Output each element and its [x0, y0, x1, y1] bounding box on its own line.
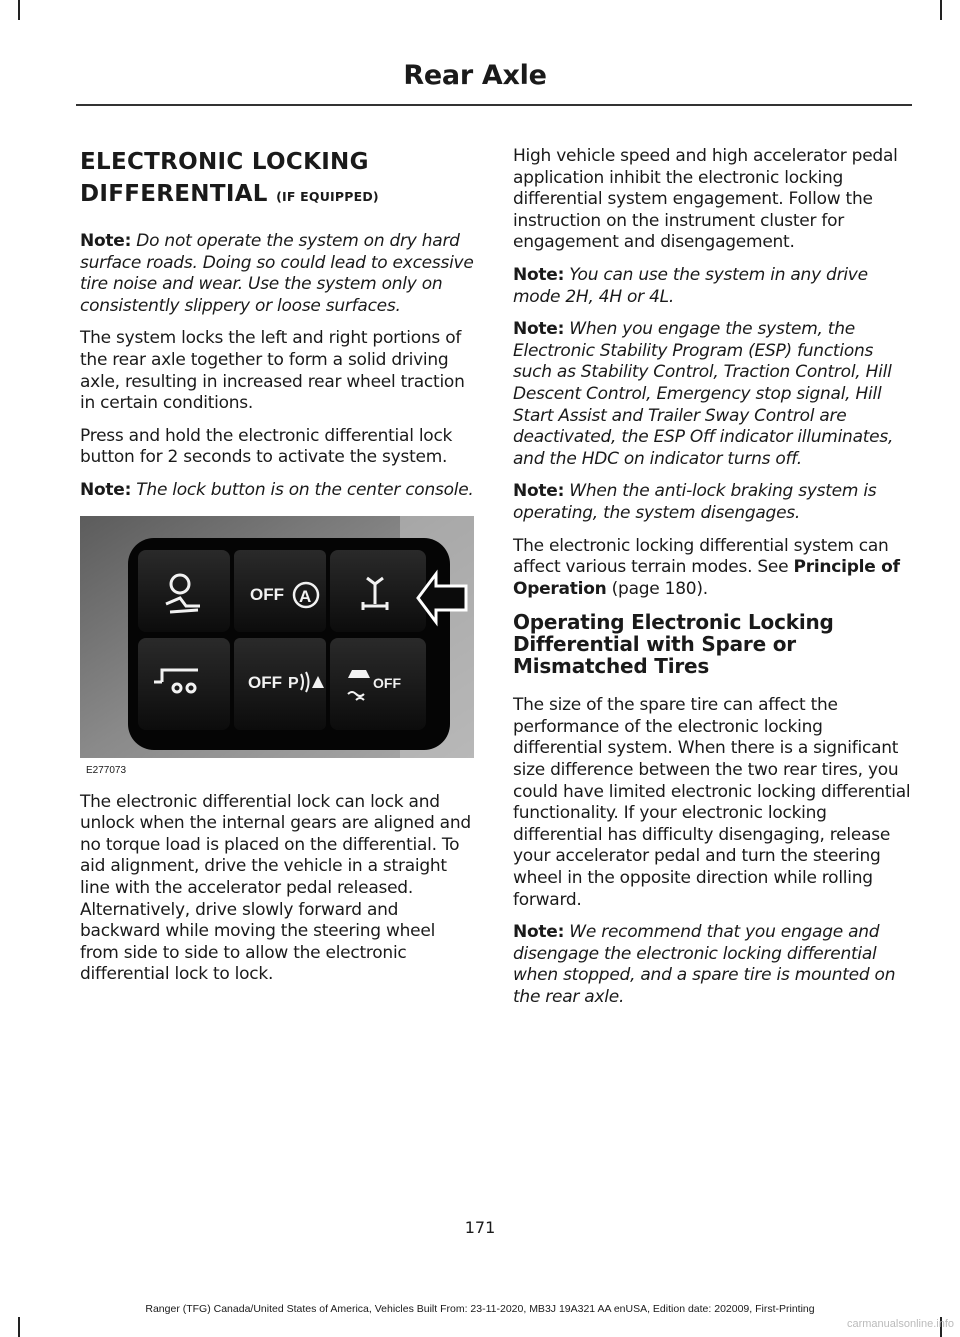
principle-of-operation-link[interactable]: Principle of Operation: [513, 557, 900, 599]
section-heading-equipped: (IF EQUIPPED): [276, 189, 379, 204]
note-label: Note:: [80, 479, 132, 500]
svg-text:P: P: [288, 674, 299, 692]
note-dry-roads: [80, 231, 478, 317]
note-label: Note:: [80, 231, 132, 251]
paragraph-system-locks: The system locks the left and right portions of the rear axle together to form a solid driving axle, resulting in increased rear wheel traction in certain conditions.: [80, 328, 465, 414]
note-label: Note:: [513, 319, 565, 340]
off-label: OFF: [250, 584, 284, 604]
paragraph-alignment: The electronic differential lock can lock and unlock when the internal gears are aligned and no torque load is placed on the differential. To aid alignment, drive the vehicle in a straight line with the accelerator pedal released. Alternatively, drive slowly forward and backward while moving the steering wheel from side to side to allow the electronic differential lock to lock.: [80, 791, 471, 985]
center-console-illustration: [80, 516, 474, 778]
center-console-figure: [80, 516, 474, 778]
watermark: carmanualsonline.info: [846, 1318, 954, 1330]
header-divider: [76, 104, 912, 106]
page-reference: (page 180).: [611, 578, 708, 599]
svg-text:A: A: [299, 586, 312, 606]
subsection-heading: Operating Electronic Locking Differential with Spare or Mismatched Tires: [513, 610, 834, 679]
note-text: When you engage the system, the Electronic Stability Program (ESP) functions such as Stability Control, Traction Control, Hill Descent Control, Emergency stop signal, Hill Start Assist and Trailer Sway Control are deactivated, the ESP Off indicator illuminates, and the HDC on indicator turns off.: [513, 319, 894, 469]
page-number: 171: [464, 1218, 496, 1237]
section-heading-text: ELECTRONIC LOCKING DIFFERENTIAL: [80, 149, 369, 207]
trailer-button[interactable]: [138, 638, 230, 730]
note-label: Note:: [513, 922, 565, 943]
note-text: When the anti-lock braking system is operating, the system disengages.: [513, 481, 877, 523]
left-column: [80, 146, 478, 997]
paragraph-spare-tire: The size of the spare tire can affect the performance of the electronic locking differential system. When there is a significant size difference between the two rear tires, you could have limited electronic locking differential functionality. If your electronic locking differential has difficulty disengaging, release your accelerator pedal and turn the steering wheel in the opposite direction while rolling forward.: [513, 695, 911, 910]
paragraph-high-speed: High vehicle speed and high accelerator pedal application inhibit the electronic locking differential system engagement. Follow the instruction on the instrument cluster for engagement and disengagement.: [513, 146, 898, 253]
note-anti-lock: [513, 481, 911, 524]
page-footer: Ranger (TFG) Canada/United States of America, Vehicles Built From: 23-11-2020, MB3J 19A321 AA enUSA, Edition date: 202009, First-Printing: [145, 1303, 815, 1315]
crop-mark-top-right: [940, 0, 942, 20]
off-label: OFF: [373, 674, 401, 691]
page-header-title: Rear Axle: [403, 60, 547, 91]
note-text: You can use the system in any drive mode 2H, 4H or 4L.: [513, 264, 868, 307]
differential-lock-button[interactable]: [330, 550, 426, 632]
note-text: The lock button is on the center console.: [136, 479, 474, 500]
note-text: Do not operate the system on dry hard surface roads. Doing so could lead to excessive tire noise and wear. Use the system only on consistently slippery or loose surfaces.: [80, 231, 474, 316]
crop-mark-top-left: [18, 0, 20, 20]
section-heading: [80, 146, 478, 213]
note-text: We recommend that you engage and disengage the electronic locking differential when stopped, and a spare tire is mounted on the rear axle.: [513, 922, 896, 1007]
crop-mark-bottom-left: [18, 1317, 20, 1337]
off-label: OFF: [248, 672, 282, 692]
paragraph-press-hold: Press and hold the electronic differential lock button for 2 seconds to activate the system.: [80, 425, 453, 468]
right-column: [513, 146, 911, 1020]
note-label: Note:: [513, 481, 565, 502]
terrain-modes-text: The electronic locking differential system can affect various terrain modes. See: [513, 535, 889, 578]
note-recommend: [513, 922, 911, 1008]
note-drive-mode: [513, 265, 911, 308]
note-label: Note:: [513, 264, 565, 285]
note-esp-functions: [513, 319, 911, 470]
note-lock-button: [80, 480, 478, 502]
figure-code: E277073: [86, 764, 127, 776]
paragraph-terrain-modes: [513, 536, 911, 601]
